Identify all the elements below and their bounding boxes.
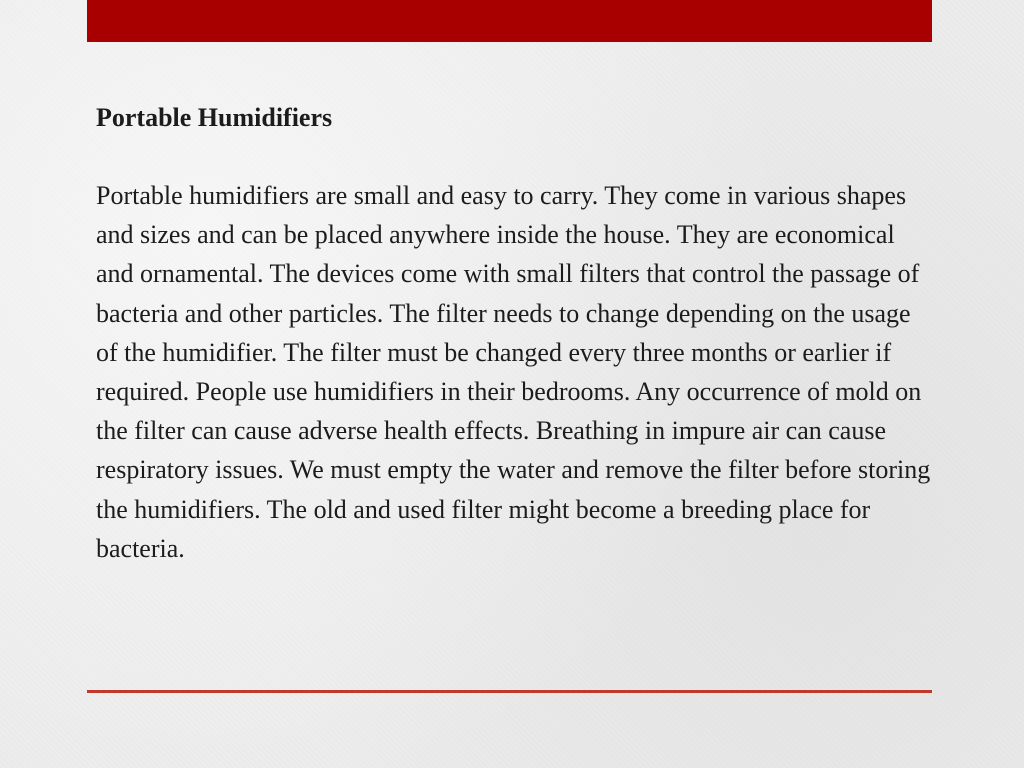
slide-body-text: Portable humidifiers are small and easy to carry. They come in various shapes and sizes and can be placed anywhere inside the house. They are economical and ornamental. The devices come with small filters that control the passage of bacteria and other particles. The filter needs to change depending on the usage of the humidifier. The filter must be changed every three months or earlier if required. People use humidifiers in their bedrooms. Any occurrence of mold on the filter can cause adverse health effects. Breathing in impure air can cause respiratory issues. We must empty the water and remove the filter before storing the humidifiers. The old and used filter might become a breeding place for bacteria. <box>96 181 931 563</box>
slide-content <box>96 98 932 568</box>
slide-title: Portable Humidifiers <box>96 103 333 132</box>
top-accent-bar <box>87 0 932 42</box>
bottom-divider-line <box>87 690 932 693</box>
